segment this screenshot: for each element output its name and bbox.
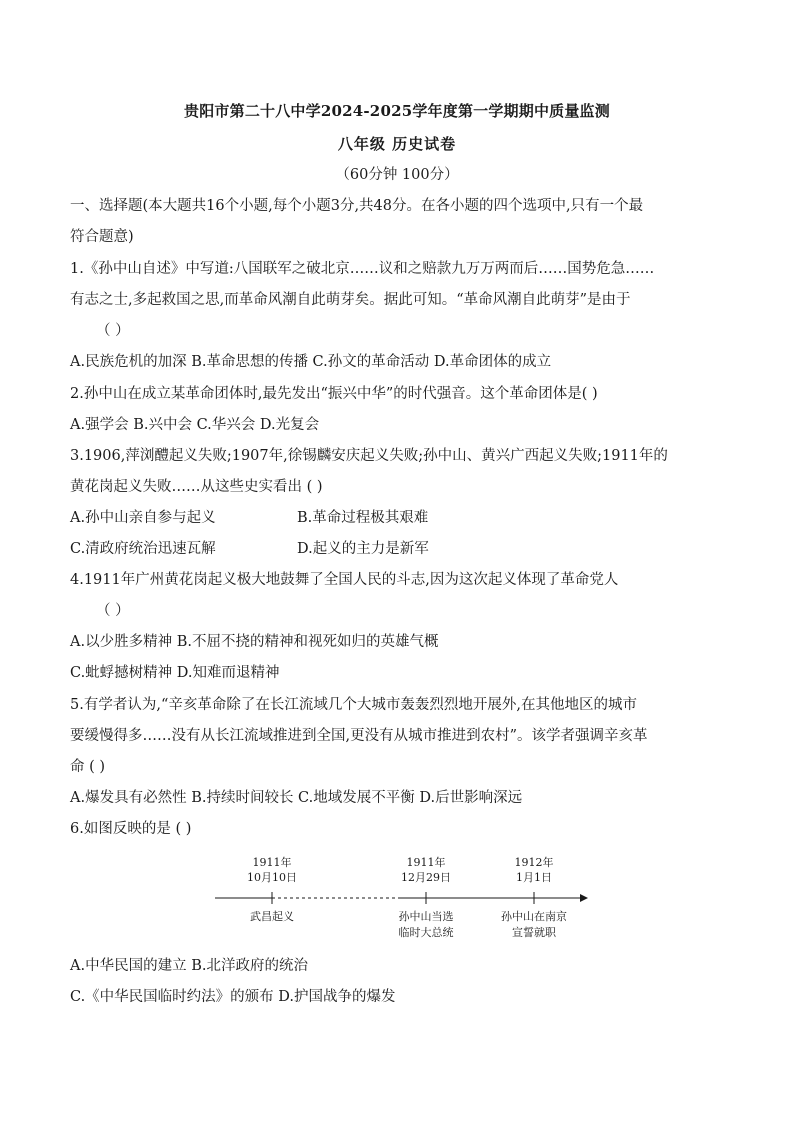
- timeline-event2-year: 1911年: [406, 856, 446, 869]
- exam-subtitle: 八年级 历史试卷: [337, 135, 457, 153]
- section-instruction-line1: 一、选择题(本大题共16个小题,每个小题3分,共48分。在各小题的四个选项中,只有一个最: [70, 198, 644, 214]
- q4-options-line1: A.以少胜多精神 B.不屈不挠的精神和视死如归的英雄气概: [70, 634, 439, 650]
- timeline-diagram: [210, 852, 600, 947]
- timeline-event1-date: 10月10日: [247, 871, 297, 884]
- timeline-arrow-icon: [580, 894, 588, 902]
- q5-stem-line1: 5.有学者认为,“辛亥革命除了在长江流域几个大城市轰轰烈烈地开展外,在其他地区的城市: [70, 697, 637, 713]
- exam-title: 贵阳市第二十八中学2024-2025学年度第一学期期中质量监测: [184, 102, 610, 120]
- q1-options: A.民族危机的加深 B.革命思想的传播 C.孙文的革命活动 D.革命团体的成立: [70, 354, 552, 370]
- q1-answer-paren: （ ）: [96, 323, 130, 339]
- q2-stem: 2.孙中山在成立某革命团体时,最先发出“振兴中华”的时代强音。这个革命团体是( ): [70, 386, 598, 402]
- q3-option-c: C.清政府统治迅速瓦解: [70, 541, 216, 557]
- q6-options-line1: A.中华民国的建立 B.北洋政府的统治: [70, 958, 308, 974]
- q3-stem-line2: 黄花岗起义失败……从这些史实看出 ( ): [70, 479, 323, 495]
- q5-stem-line3: 命 ( ): [70, 759, 106, 775]
- q5-stem-line2: 要缓慢得多……没有从长江流域推进到全国,更没有从城市推进到农村”。该学者强调辛亥革: [70, 728, 648, 744]
- q4-options-line2: C.蚍蜉撼树精神 D.知难而退精神: [70, 665, 280, 681]
- section-instruction-line2: 符合题意): [70, 229, 134, 245]
- q3-stem-line1: 3.1906,萍浏醴起义失败;1907年,徐锡麟安庆起义失败;孙中山、黄兴广西起义失败;1911年的: [70, 448, 668, 464]
- q3-option-b: B.革命过程极其艰难: [297, 510, 429, 526]
- timeline-event1-year: 1911年: [252, 856, 292, 869]
- timeline-event2-label1: 孙中山当选: [398, 910, 454, 923]
- timeline-event3-year: 1912年: [514, 856, 554, 869]
- timeline-event2-date: 12月29日: [401, 871, 451, 884]
- q2-options: A.强学会 B.兴中会 C.华兴会 D.光复会: [70, 417, 320, 433]
- timeline-event3-date: 1月1日: [516, 871, 552, 884]
- q1-stem-line1: 1.《孙中山自述》中写道:八国联军之破北京……议和之赔款九万万两而后……国势危急……: [70, 261, 655, 277]
- q4-answer-paren: （ ）: [96, 603, 130, 619]
- q3-option-a: A.孙中山亲自参与起义: [70, 510, 216, 526]
- q5-options: A.爆发具有必然性 B.持续时间较长 C.地域发展不平衡 D.后世影响深远: [70, 790, 523, 806]
- q4-stem: 4.1911年广州黄花岗起义极大地鼓舞了全国人民的斗志,因为这次起义体现了革命党人: [70, 572, 619, 588]
- exam-time-score: （60分钟 100分）: [335, 167, 459, 183]
- q1-stem-line2: 有志之士,多起救国之思,而革命风潮自此萌芽矣。据此可知。“革命风潮自此萌芽”是由于: [70, 292, 631, 308]
- q6-options-line2: C.《中华民国临时约法》的颁布 D.护国战争的爆发: [70, 989, 396, 1005]
- timeline-event2-label2: 临时大总统: [398, 926, 454, 939]
- q6-stem: 6.如图反映的是 ( ): [70, 821, 192, 837]
- timeline-svg: [210, 852, 600, 947]
- timeline-event1-label: 武昌起义: [250, 910, 294, 923]
- timeline-event3-label1: 孙中山在南京: [501, 910, 567, 923]
- q3-option-d: D.起义的主力是新军: [297, 541, 429, 557]
- timeline-event3-label2: 宣誓就职: [512, 926, 556, 939]
